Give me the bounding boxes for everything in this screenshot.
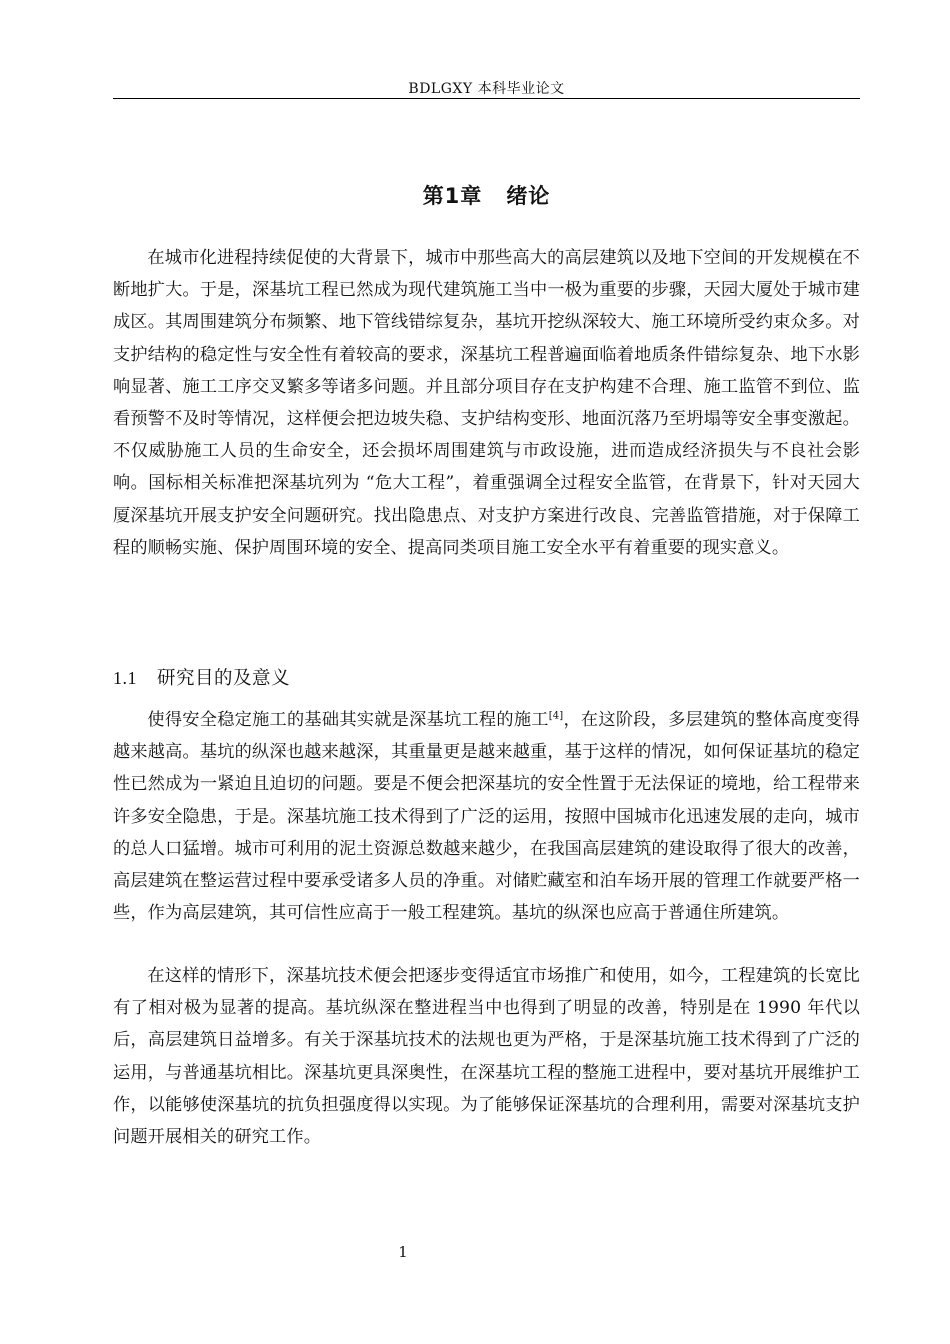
section-number: 1.1 <box>113 668 137 688</box>
header-rule <box>113 98 860 99</box>
paragraph-text-after-citation: ，在这阶段，多层建筑的整体高度变得越来越高。基坑的纵深也越来越深，其重量更是越来越重，基于这样的情况，如何保证基坑的稳定性已然成为一紧迫且迫切的问题。要是不便会把深基坑的安全性置于无法保证的境地，给工程带来许多安全隐患，于是。深基坑施工技术得到了广泛的运用，按照中国城市化迅速发展的走向，城市的总人口猛增。城市可利用的泥土资源总数越来越少，在我国高层建筑的建设取得了很大的改善，高层建筑在整运营过程中要承受诸多人员的净重。对储贮藏室和泊车场开展的管理工作就要严格一些，作为高层建筑，其可信性应高于一般工程建筑。基坑的纵深也应高于普通住所建筑。 <box>113 710 860 924</box>
intro-paragraph: 在城市化进程持续促使的大背景下，城市中那些高大的高层建筑以及地下空间的开发规模在不断地扩大。于是，深基坑工程已然成为现代建筑施工当中一极为重要的步骤，天园大厦处于城市建成区。其周围建筑分布频繁、地下管线错综复杂，基坑开挖纵深较大、施工环境所受约束众多。对支护结构的稳定性与安全性有着较高的要求，深基坑工程普遍面临着地质条件错综复杂、地下水影响显著、施工工序交叉繁多等诸多问题。并且部分项目存在支护构建不合理、施工监管不到位、监看预警不及时等情况，这样便会把边坡失稳、支护结构变形、地面沉落乃至坍塌等安全事变激起。不仅威胁施工人员的生命安全，还会损坏周围建筑与市政设施，进而造成经济损失与不良社会影响。国标相关标准把深基坑列为 “危大工程”，着重强调全过程安全监管，在背景下，针对天园大厦深基坑开展支护安全问题研究。找出隐患点、对支护方案进行改良、完善监管措施，对于保障工程的顺畅实施、保护周围环境的安全、提高同类项目施工安全水平有着重要的现实意义。 <box>113 248 860 558</box>
section-heading <box>113 664 290 690</box>
running-header: BDLGXY 本科毕业论文 <box>408 81 565 97</box>
chapter-title <box>113 180 860 210</box>
page-number: 1 <box>398 1243 408 1261</box>
section-paragraph-2: 在这样的情形下，深基坑技术便会把逐步变得适宜市场推广和使用，如今，工程建筑的长宽比有了相对极为显著的提高。基坑纵深在整进程当中也得到了明显的改善，特别是在 1990 年代以后，高层建筑日益增多。有关于深基坑技术的法规也更为严格，于是深基坑施工技术得到了广泛的运用，与普通基坑相比。深基坑更具深奥性，在深基坑工程的整施工进程中，要对基坑开展维护工作，以能够使深基坑的抗负担强度得以实现。为了能够保证深基坑的合理利用，需要对深基坑支护问题开展相关的研究工作。 <box>113 966 860 1148</box>
paragraph-text-before-citation: 使得安全稳定施工的基础其实就是深基坑工程的施工 <box>147 710 549 730</box>
chapter-name: 绪论 <box>506 184 551 208</box>
chapter-number: 第1章 <box>422 184 483 208</box>
section-title: 研究目的及意义 <box>157 668 291 689</box>
section-paragraph-1 <box>113 704 860 929</box>
citation-reference[interactable]: [4] <box>548 710 564 722</box>
